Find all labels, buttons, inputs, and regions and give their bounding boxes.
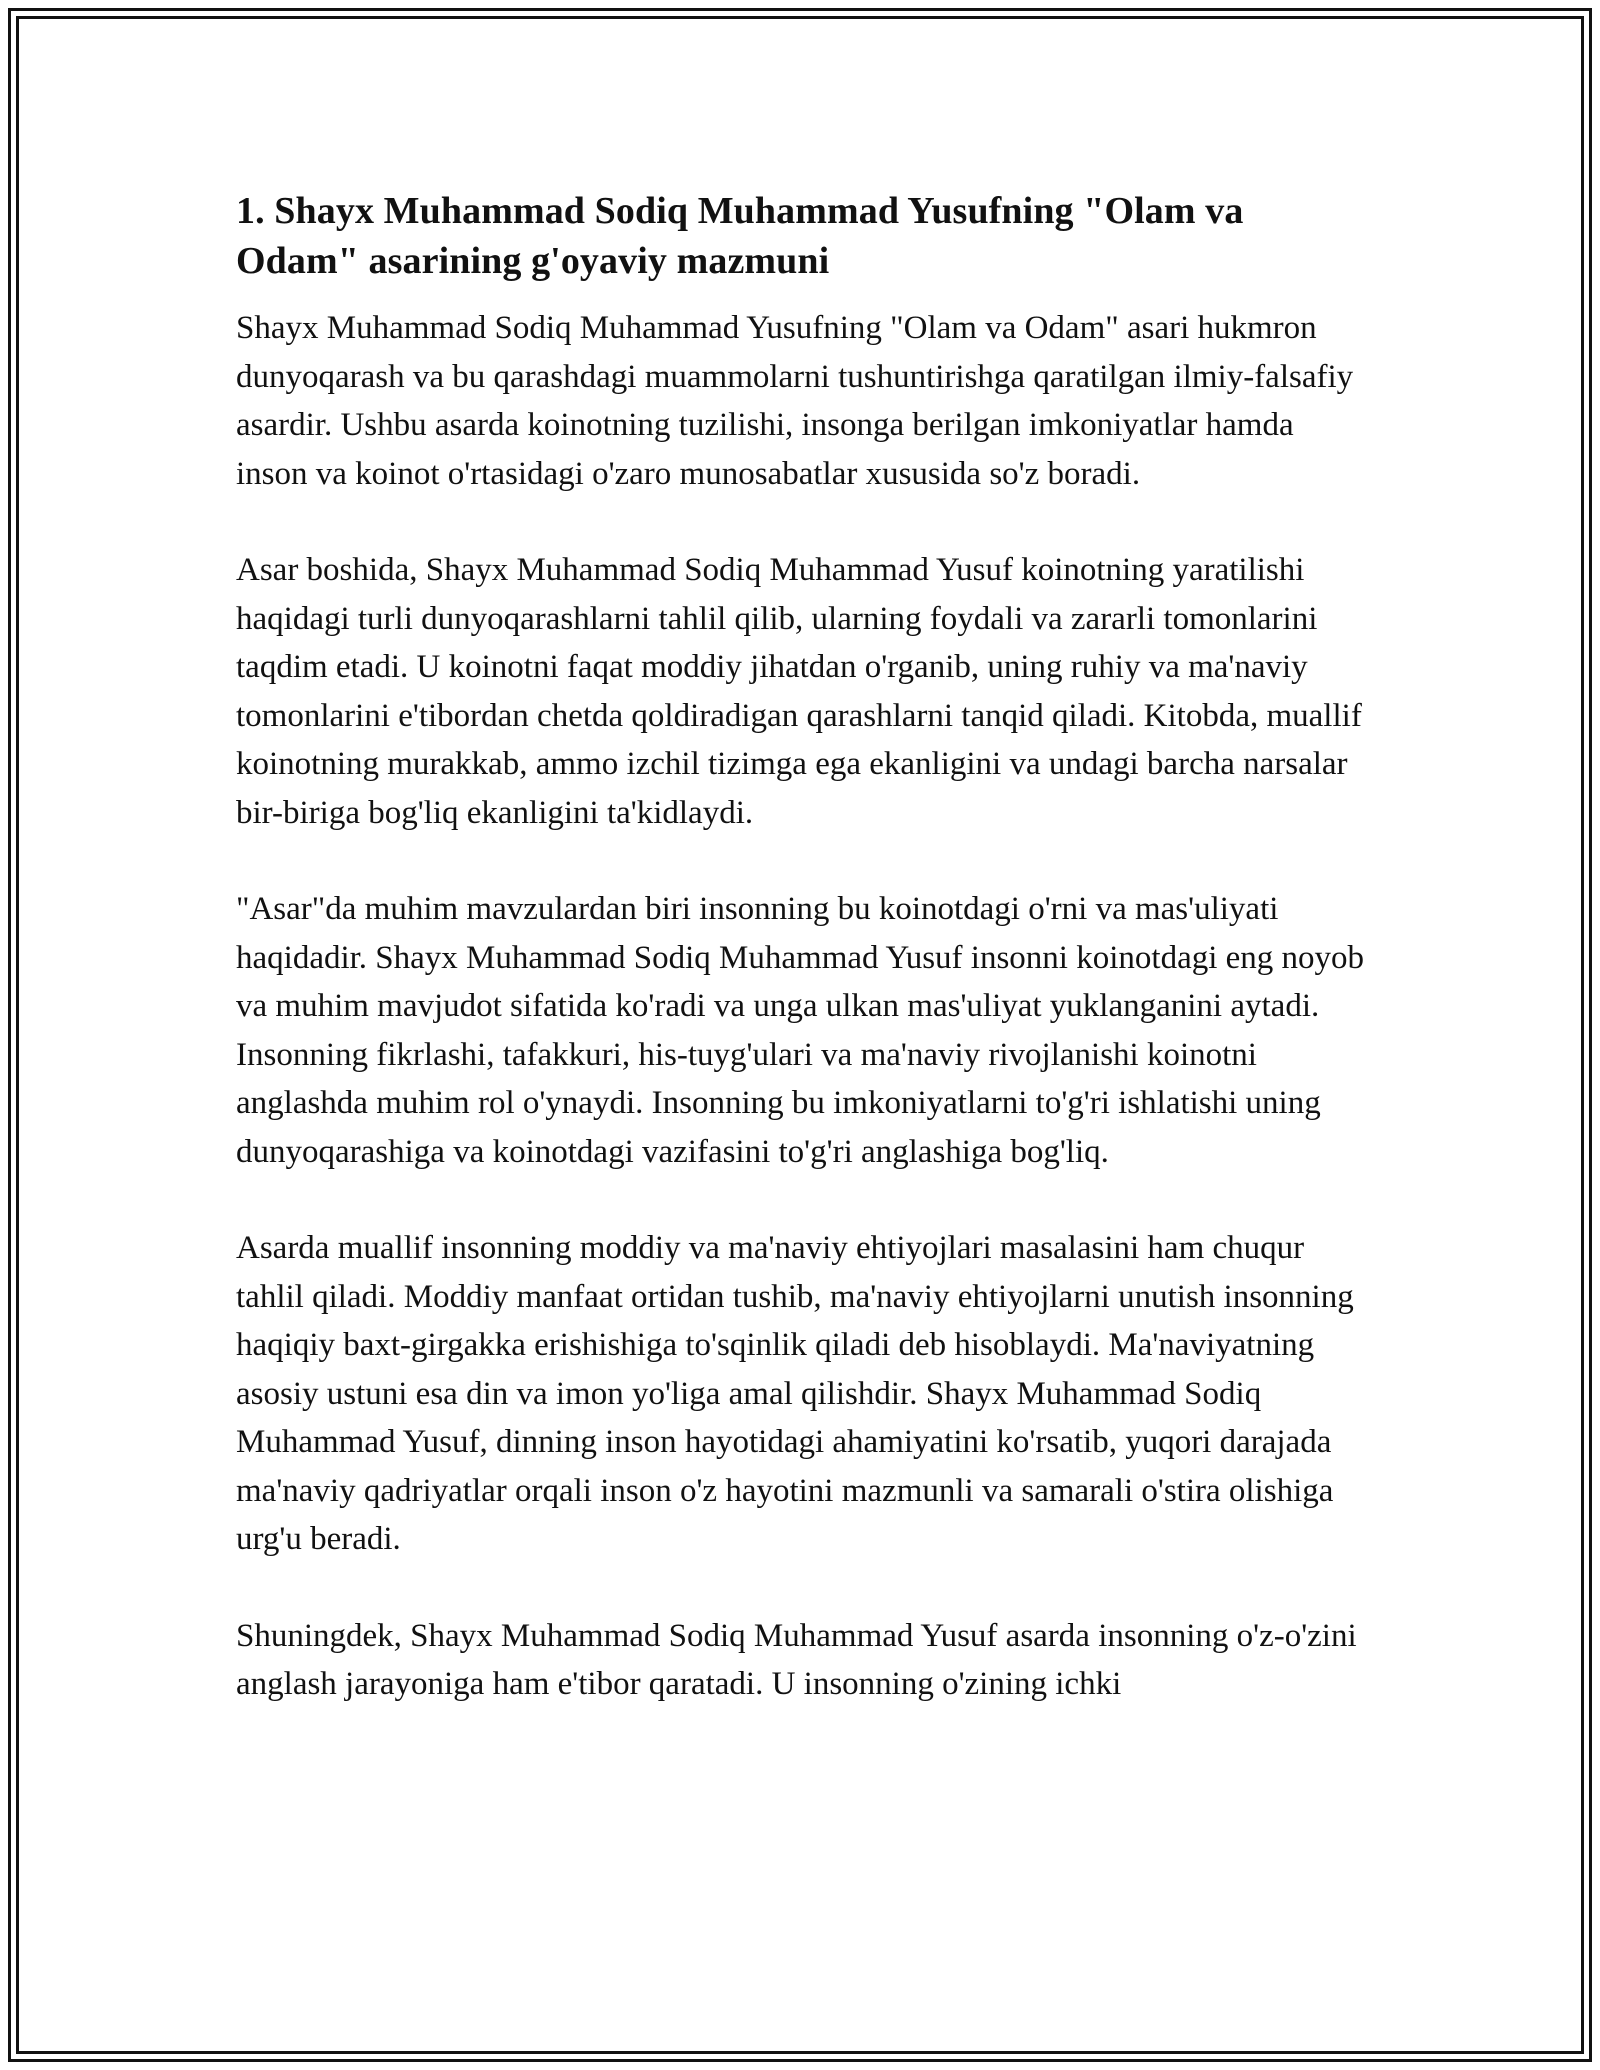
document-body <box>236 186 1370 1757</box>
paragraph-2: Asar boshida, Shayx Muhammad Sodiq Muhammad Yusuf koinotning yaratilishi haqidagi turli dunyoqarashlarni tahlil qilib, ularning foydali va zararli tomonlarini taqdim etadi. U koinotni faqat moddiy jihatdan o'rganib, uning ruhiy va ma'naviy tomonlarini e'tibordan chetda qoldiradigan qarashlarni tanqid qiladi. Kitobda, muallif koinotning murakkab, ammo izchil tizimga ega ekanligini va undagi barcha narsalar bir-biriga bog'liq ekanligini ta'kidlaydi. <box>236 552 1362 831</box>
section-heading: 1. Shayx Muhammad Sodiq Muhammad Yusufning "Olam va Odam" asarining g'oyaviy mazmuni <box>236 190 1244 282</box>
paragraph-3: "Asar"da muhim mavzulardan biri insonning bu koinotdagi o'rni va mas'uliyati haqidadir. Shayx Muhammad Sodiq Muhammad Yusuf insonni koinotdagi eng noyob va muhim mavjudot sifatida ko'radi va unga ulkan mas'uliyat yuklanganini aytadi. Insonning fikrlashi, tafakkuri, his-tuyg'ulari va ma'naviy rivojlanishi koinotni anglashda muhim rol o'ynaydi. Insonning bu imkoniyatlarni to'g'ri ishlatishi uning dunyoqarashiga va koinotdagi vazifasini to'g'ri anglashiga bog'liq. <box>236 891 1365 1170</box>
paragraph-4: Asarda muallif insonning moddiy va ma'naviy ehtiyojlari masalasini ham chuqur tahlil qiladi. Moddiy manfaat ortidan tushib, ma'naviy ehtiyojlarni unutish insonning haqiqiy baxt-girgakka erishishiga to'sqinlik qiladi deb hisoblaydi. Ma'naviyatning asosiy ustuni esa din va imon yo'liga amal qilishdir. Shayx Muhammad Sodiq Muhammad Yusuf, dinning inson hayotidagi ahamiyatini ko'rsatib, yuqori darajada ma'naviy qadriyatlar orqali inson o'z hayotini mazmunli va samarali o'stira olishiga urg'u beradi. <box>236 1230 1354 1557</box>
paragraph-1: Shayx Muhammad Sodiq Muhammad Yusufning "Olam va Odam" asari hukmron dunyoqarash va bu qarashdagi muammolarni tushuntirishga qaratilgan ilmiy-falsafiy asardir. Ushbu asarda koinotning tuzilishi, insonga berilgan imkoniyatlar hamda inson va koinot o'rtasidagi o'zaro munosabatlar xususida so'z boradi. <box>236 310 1354 492</box>
paragraph-5: Shuningdek, Shayx Muhammad Sodiq Muhammad Yusuf asarda insonning o'z-o'zini anglash jarayoniga ham e'tibor qaratadi. U insonning o'zining ichki <box>236 1617 1357 1702</box>
